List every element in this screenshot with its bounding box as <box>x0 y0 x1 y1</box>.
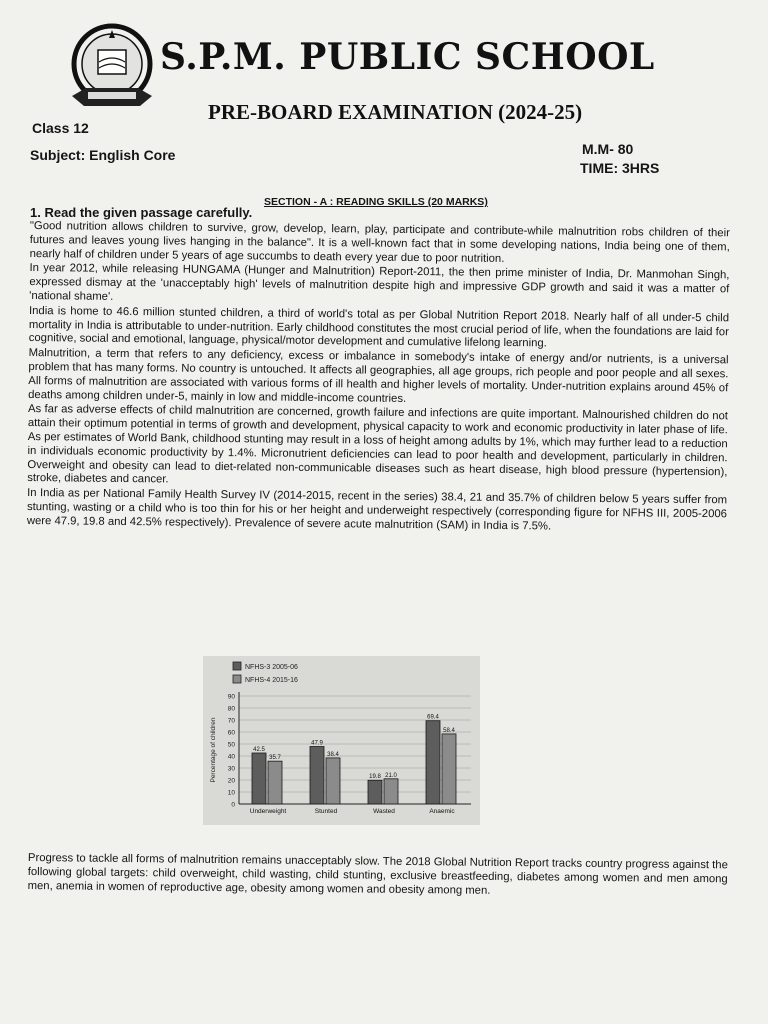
passage-paragraph: In India as per National Family Health Survey IV (2014-2015, recent in the series) 38.4, 21 and 35.7% of children below 5 years suffer from stunting, wasting or a child who is too thin for his or her height and underweight respectively (corresponding figure for NFHS III, 2005-2006 were 47.9, 19.8 and 42.5% respectively). Prevalence of severe acute malnutrition (SAM) in India is 7.5%. <box>26 487 728 533</box>
school-name: S.P.M. PUBLIC SCHOOL <box>160 36 655 78</box>
school-crest-logo <box>66 16 158 116</box>
legend-swatch <box>233 675 241 683</box>
subject-label: Subject: English Core <box>30 147 176 163</box>
bar <box>384 779 398 804</box>
exam-name: PRE-BOARD EXAMINATION (2024-25) <box>208 100 583 124</box>
bar <box>268 761 282 804</box>
x-tick-label: Anaemic <box>429 808 455 815</box>
y-tick-label: 10 <box>227 789 235 797</box>
bar-data-label: 69.4 <box>427 714 439 721</box>
bar <box>442 734 456 804</box>
max-marks: M.M- 80 <box>582 141 634 157</box>
passage-paragraph: India is home to 46.6 million stunted children, a third of world's total as per Global Nutrition Report 2018. Nearly half of all under-5 child mortality in India is attributable to under-nutrition. Early childhood constitutes the most crucial period of life, when the foundations are laid for cognitive, social and emotional, language, physical/motor development and cumulative lifelong learning. <box>28 304 730 350</box>
reading-passage <box>27 220 730 537</box>
passage-paragraph: Progress to tackle all forms of malnutrition remains unacceptably slow. The 2018 Global Nutrition Report tracks country progress against the following global targets: child overweight, child wasting, child stunting, exclusive breastfeeding, diabetes among women and men among men, anemia in women of reproductive age, obesity among women and obesity among men. <box>27 852 728 897</box>
bar <box>426 721 440 804</box>
legend-label: NFHS-3 2005-06 <box>245 664 298 671</box>
passage-paragraph: In year 2012, while releasing HUNGAMA (Hunger and Malnutrition) Report-2011, the then prime minister of India, Dr. Manmohan Singh, expressed dismay at the 'unacceptably high' levels of malnutrition despite high and impressive GDP growth and said it was a matter of 'national shame'. <box>29 262 730 303</box>
bar <box>252 753 266 804</box>
bar-data-label: 42.5 <box>253 747 265 753</box>
bar <box>326 758 340 804</box>
x-tick-label: Underweight <box>249 808 287 815</box>
y-tick-label: 90 <box>227 693 235 701</box>
passage-paragraph: As far as adverse effects of child malnutrition are concerned, growth failure and infections are quite important. Malnourished children do not attain their optimum potential in terms of growth and development, physical capacity to work and economic productivity in later phase of life. As per estimates of World Bank, childhood stunting may result in a loss of height among adults by 1%, which may further lead to a reduction in individuals economic productivity by 1.4%. Micronutrient deficiencies can lead to poor health and development, particularly in children. Overweight and obesity can lead to diet-related non-communicable diseases such as heart disease, high blood pressure (hypertension), stroke, diabetes and cancer. <box>27 403 729 486</box>
bar-data-label: 47.9 <box>311 740 323 747</box>
section-title: SECTION - A : READING SKILLS (20 MARKS) <box>264 196 488 208</box>
bar-data-label: 35.7 <box>269 755 281 762</box>
malnutrition-chart <box>203 656 480 825</box>
bar <box>368 780 382 804</box>
exam-time: TIME: 3HRS <box>580 160 660 176</box>
bar-data-label: 19.8 <box>369 774 381 781</box>
y-tick-label: 20 <box>227 777 235 785</box>
bar-data-label: 38.4 <box>327 751 339 758</box>
y-tick-label: 60 <box>227 729 235 737</box>
y-tick-label: 80 <box>227 705 235 713</box>
chart-canvas <box>203 656 480 825</box>
reading-passage-continued <box>28 852 728 901</box>
y-axis-label: Percentage of children <box>210 717 217 783</box>
y-tick-label: 0 <box>231 801 235 809</box>
passage-paragraph: Malnutrition, a term that refers to any deficiency, excess or imbalance in somebody's intake of energy and/or nutrients, is a universal problem that has many forms. No country is untouched. It affects all geographies, all age groups, rich people and poor people and all sexes. All forms of malnutrition are associated with various forms of ill health and higher levels of mortality. Under-nutrition explains around 45% of deaths among children under-5, mainly in low and middle-income countries. <box>28 347 729 405</box>
y-tick-label: 50 <box>227 741 235 749</box>
y-tick-label: 70 <box>227 717 235 725</box>
bar <box>310 747 324 804</box>
x-tick-label: Wasted <box>373 808 395 815</box>
bar-data-label: 58.4 <box>443 727 455 734</box>
question-label: 1. Read the given passage carefully. <box>30 205 253 220</box>
legend-swatch <box>233 662 241 670</box>
passage-paragraph: "Good nutrition allows children to survive, grow, develop, learn, play, participate and contribute-while malnutrition robs children of their futures and leaves young lives hanging in the balance". It is a well-known fact that in some developing nations, India being one of them, nearly half of children under 5 years of age succumbs to death every year due to poor nutrition. <box>29 220 730 265</box>
legend-label: NFHS-4 2015-16 <box>245 677 298 684</box>
class-label: Class 12 <box>32 120 89 136</box>
y-tick-label: 30 <box>227 765 235 773</box>
bar-data-label: 21.0 <box>385 772 397 779</box>
y-tick-label: 40 <box>227 753 235 761</box>
x-tick-label: Stunted <box>314 808 338 815</box>
